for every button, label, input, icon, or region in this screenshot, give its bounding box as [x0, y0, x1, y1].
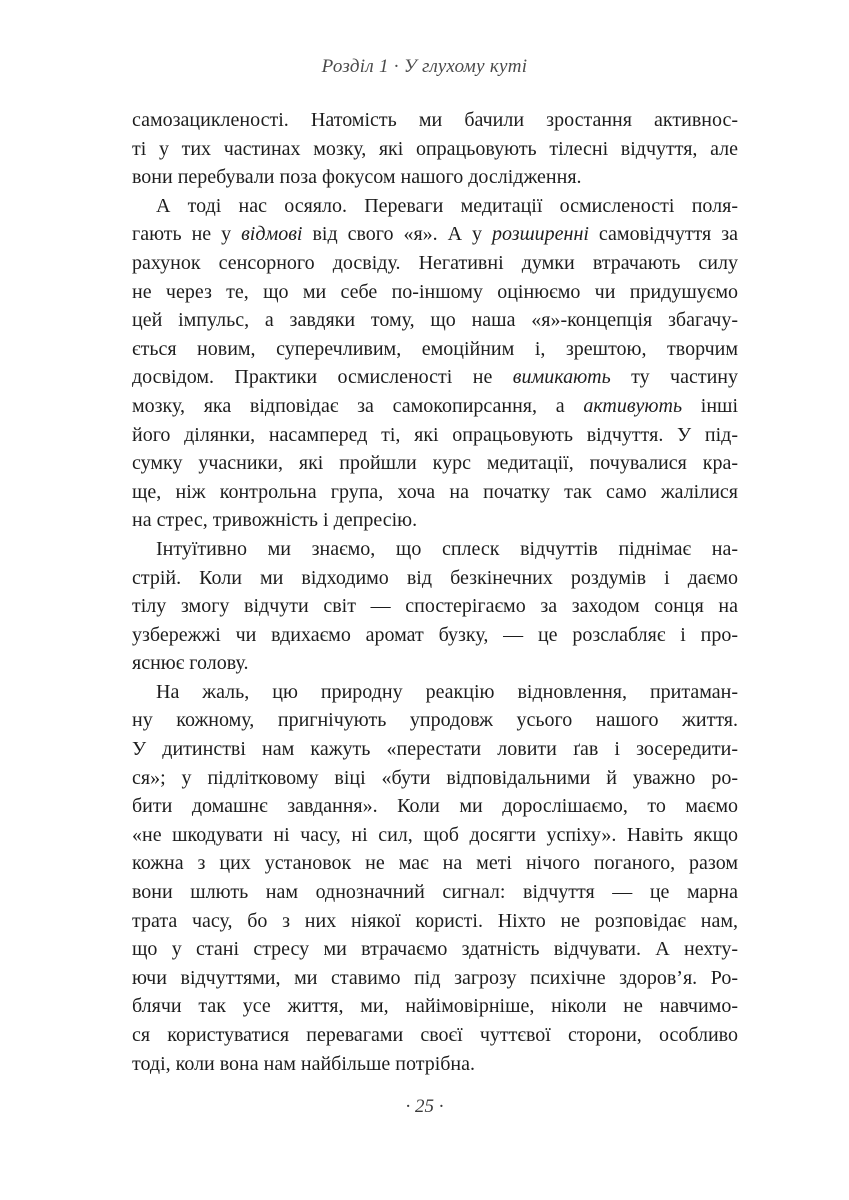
- text-line: бити домашнє завдання». Коли ми дорослішаємо, то маємо: [132, 795, 738, 818]
- text-line: ся користуватися перевагами своєї чуттєвої сторони, особливо: [132, 1024, 738, 1046]
- emphasis-text: вимикають: [512, 366, 611, 389]
- text-line: ті у тих частинах мозку, які опрацьовують тілесні відчуття, але: [132, 137, 738, 160]
- text-line: узбережжі чи вдихаємо аромат бузку, — це розслабляє і про-: [132, 623, 738, 646]
- text-line: тоді, коли вона нам найбільше потрібна.: [132, 1052, 476, 1075]
- text-line: ся»; у підлітковому віці «бути відповідальними й уважно ро-: [132, 766, 738, 789]
- text-line: кожна з цих установок не має на меті нічого поганого, разом: [132, 852, 738, 875]
- text-line: ється новим, суперечливим, емоційним і, зрештою, творчим: [132, 337, 738, 360]
- text-line: досвідом. Практики осмисленості не вимикають ту частину: [132, 366, 739, 389]
- text-line: А тоді нас осяяло. Переваги медитації осмисленості поля-: [156, 194, 738, 217]
- text-line: ючи відчуттями, ми ставимо під загрозу психічне здоров’я. Ро-: [132, 966, 738, 989]
- text-line: вони шлють нам однозначний сигнал: відчуття — це марна: [132, 881, 738, 904]
- emphasis-text: відмові: [241, 223, 303, 246]
- text-line: вони перебували поза фокусом нашого дослідження.: [132, 166, 582, 189]
- running-header: Розділ 1 · У глухому куті: [321, 56, 528, 77]
- text-line: мозку, яка відповідає за самокопирсання, а активують інші: [132, 394, 739, 417]
- text-line: ще, ніж контрольна група, хоча на початку так само жалілися: [132, 480, 738, 503]
- text-line: стрій. Коли ми відходимо від безкінечних роздумів і даємо: [132, 566, 738, 589]
- text-line: цей імпульс, а завдяки тому, що наша «я»-концепція збагачу-: [132, 309, 738, 332]
- text-line: тілу змогу відчути світ — спостерігаємо за заходом сонця на: [132, 595, 738, 618]
- text-line: Інтуїтивно ми знаємо, що сплеск відчуттів піднімає на-: [156, 537, 738, 560]
- text-block: [132, 106, 738, 1078]
- text-line: рахунок сенсорного досвіду. Негативні думки втрачають силу: [132, 251, 738, 274]
- text-line: сумку учасники, які пройшли курс медитації, почувалися кра-: [132, 452, 738, 475]
- text-line: блячи так усе життя, ми, найімовірніше, ніколи не навчимо-: [132, 995, 738, 1018]
- text-line: На жаль, цю природну реакцію відновлення, притаман-: [156, 680, 738, 703]
- text-line: ну кожному, пригнічують упродовж усього нашого життя.: [132, 709, 738, 732]
- text-line: що у стані стресу ми втрачаємо здатність відчувати. А нехту-: [132, 938, 738, 961]
- text-line: У дитинстві нам кажуть «перестати ловити ґав і зосередити-: [132, 738, 738, 761]
- emphasis-text: розширенні: [492, 223, 589, 246]
- emphasis-text: активують: [583, 394, 683, 417]
- text-line: трата часу, бо з них ніякої користі. Ніхто не розповідає нам,: [132, 909, 738, 932]
- page-number: · 25 ·: [405, 1096, 444, 1117]
- text-line: самозацикленості. Натомість ми бачили зростання активнос-: [132, 109, 738, 131]
- text-line: не через те, що ми себе по-іншому оцінюємо чи придушуємо: [132, 280, 738, 303]
- text-line: його ділянки, насамперед ті, які опрацьовують відчуття. У під-: [132, 423, 738, 446]
- text-line: на стрес, тривожність і депресію.: [132, 509, 418, 532]
- text-line: яснює голову.: [132, 652, 249, 675]
- text-line: гають не у відмові від свого «я». А у розширенні самовідчуття за: [132, 223, 738, 246]
- text-line: «не шкодувати ні часу, ні сил, щоб досягти успіху». Навіть якщо: [132, 823, 738, 846]
